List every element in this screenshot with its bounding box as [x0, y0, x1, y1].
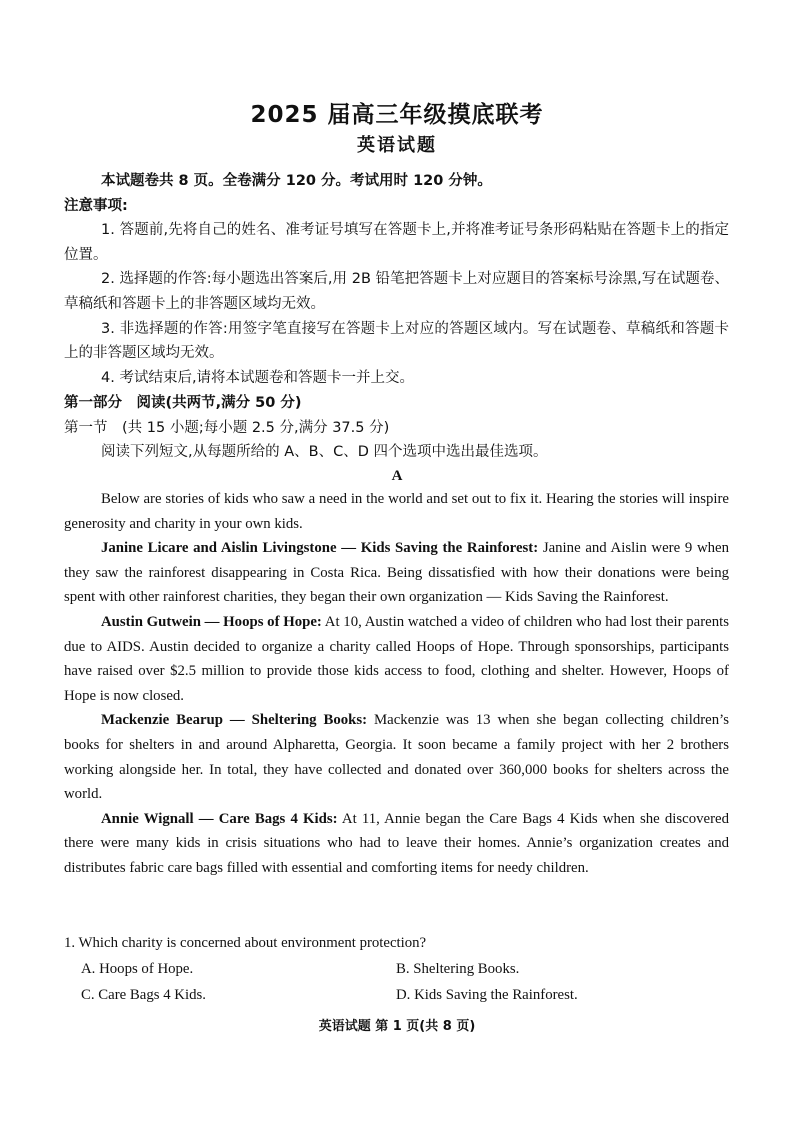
exam-title: 2025 届高三年级摸底联考 — [250, 102, 544, 128]
story-text: At 11, Annie began the Care Bags 4 Kids when she discovered there were many kids in crisis situations who had to leave their homes. Annie’s organization creates and distributes fabric care bags filled with essential and comforting items for needy children. — [64, 810, 729, 876]
note-item: 1. 答题前,先将自己的姓名、准考证号填写在答题卡上,并将准考证号条形码粘贴在答题卡上的指定位置。 — [64, 222, 729, 263]
story-text: Janine and Aislin were 9 when they saw the rainforest disappearing in Costa Rica. Being dissatisfied with how their donations were being spent with other rainforest charities, they began their own organization — Kids Saving the Rainforest. — [64, 540, 730, 606]
note-item: 4. 考试结束后,请将本试题卷和答题卡一并上交。 — [101, 369, 415, 386]
story-heading: Mackenzie Bearup — Sheltering Books: — [101, 712, 368, 729]
story-paragraph — [64, 807, 729, 881]
exam-info: 本试题卷共 8 页。全卷满分 120 分。考试用时 120 分钟。 — [101, 173, 492, 189]
option-a: A. Hoops of Hope. — [81, 961, 194, 977]
notes-title: 注意事项: — [64, 197, 128, 214]
story-paragraph — [64, 708, 729, 806]
story-paragraph — [64, 610, 729, 708]
question-stem: 1. Which charity is concerned about environment protection? — [64, 935, 427, 951]
page-footer: 英语试题 第 1 页(共 8 页) — [318, 1019, 476, 1034]
story-heading: Janine Licare and Aislin Livingstone — Kids Saving the Rainforest: — [101, 540, 539, 557]
section-instruction: 阅读下列短文,从每题所给的 A、B、C、D 四个选项中选出最佳选项。 — [101, 444, 548, 461]
note-item: 3. 非选择题的作答:用签字笔直接写在答题卡上对应的答题区域内。写在试题卷、草稿纸和答题卡上的非答题区域均无效。 — [64, 320, 729, 362]
option-c: C. Care Bags 4 Kids. — [81, 987, 206, 1003]
story-heading: Austin Gutwein — Hoops of Hope: — [101, 613, 322, 630]
reading-passage — [64, 487, 729, 881]
exam-instructions — [64, 169, 729, 390]
story-text: At 10, Austin watched a video of children who had lost their parents due to AIDS. Austin decided to organize a charity called Hoops of Hope. Through sponsorships, participants have raised over $2.5 million to provide those kids access to food, clothing and shelter. However, Hoops of Hope is now closed. — [64, 613, 730, 704]
exam-subtitle: 英语试题 — [357, 135, 437, 156]
passage-intro: Below are stories of kids who saw a need in the world and set out to fix it. Hearing the stories will inspire generosity and charity in your own kids. — [64, 491, 729, 532]
part-title: 第一部分 阅读(共两节,满分 50 分) — [64, 395, 302, 411]
option-d: D. Kids Saving the Rainforest. — [396, 987, 578, 1003]
section-title: 第一节 (共 15 小题;每小题 2.5 分,满分 37.5 分) — [64, 419, 390, 436]
passage-label: A — [391, 468, 403, 484]
option-b: B. Sheltering Books. — [396, 961, 520, 977]
part-one-header — [64, 391, 729, 465]
story-paragraph — [64, 536, 729, 610]
question-1 — [64, 932, 729, 1012]
story-text: Mackenzie was 13 when she began collecting children’s books for shelters in and around Alpharetta, Georgia. It soon became a family project with her 2 brothers working alongside her. In total, they have collected and donated over 360,000 books for shelters across the world. — [64, 712, 729, 803]
story-heading: Annie Wignall — Care Bags 4 Kids: — [101, 810, 338, 827]
note-item: 2. 选择题的作答:每小题选出答案后,用 2B 铅笔把答题卡上对应题目的答案标号涂黑,写在试题卷、草稿纸和答题卡上的非答题区域均无效。 — [64, 271, 729, 312]
